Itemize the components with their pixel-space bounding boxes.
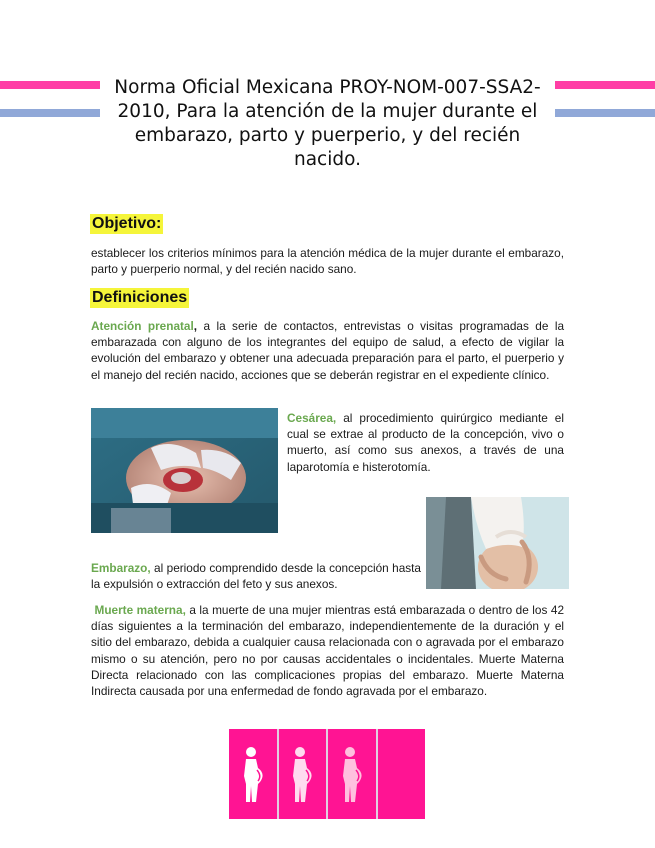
muerte-materna-term: Muerte materna, xyxy=(94,603,186,617)
atencion-prenatal-term: Atención prenatal xyxy=(91,319,194,333)
objetivo-heading: Objetivo: xyxy=(92,215,162,232)
atencion-prenatal-paragraph xyxy=(91,318,564,383)
definiciones-heading: Definiciones xyxy=(92,289,188,306)
cesarea-text: al procedimiento quirúrgico mediante el cual se extrae al producto de la concepción, vivo o muerto, así como sus anexos, a través de una laparotomía e histerotomía. xyxy=(287,411,564,474)
pink-bar-left xyxy=(0,81,100,89)
pregnant-woman-icon xyxy=(328,729,378,819)
atencion-prenatal-text: a la serie de contactos, entrevistas o visitas programadas de la embarazada con alguno de los integrantes del equipo de salud, a efecto de vigilar la evolución del embarazo y obtener una adecuada preparación para el parto, el puerperio y el manejo del recién nacido, acciones que se deberán registrar en el expediente clínico. xyxy=(91,319,565,382)
embarazo-term: Embarazo, xyxy=(91,561,151,575)
pregnant-woman-photo xyxy=(426,497,569,589)
blue-bar-left xyxy=(0,109,100,117)
muerte-materna-text: a la muerte de una mujer mientras está embarazada o dentro de los 42 días siguientes a la terminación del embarazo, independientemente de la duración y el sitio del embarazo, debida a cualquier causa relacionada con o agravada por el embarazo mismo o su atención, pero no por causas accidentales o incidentales. Muerte Materna Directa relacionado con las complicaciones propias del embarazo. Muerte Materna Indirecta causada por una enfermedad de fondo agravada por el embarazo. xyxy=(91,603,565,699)
embarazo-paragraph xyxy=(91,560,421,592)
atencion-prenatal-comma: , xyxy=(193,319,198,333)
document-title: Norma Oficial Mexicana PROY-NOM-007-SSA2-2010, Para la atención de la mujer durante el embarazo, parto y puerperio, y del recién nacido. xyxy=(114,77,541,170)
surgery-photo xyxy=(91,408,278,533)
objetivo-text: establecer los criterios mínimos para la atención médica de la mujer durante el embarazo, parto y puerperio normal, y del recién nacido sano. xyxy=(91,246,564,277)
embarazo-text: al periodo comprendido desde la concepción hasta la expulsión o extracción del feto y sus anexos. xyxy=(91,561,421,592)
pink-bar-right xyxy=(555,81,655,89)
muerte-materna-paragraph xyxy=(91,602,564,699)
pregnancy-icons-strip xyxy=(229,729,425,819)
icon-panel-blank xyxy=(378,729,426,819)
pregnant-woman-icon xyxy=(279,729,329,819)
cesarea-term: Cesárea, xyxy=(287,411,337,425)
cesarea-paragraph xyxy=(287,410,564,475)
blue-bar-right xyxy=(555,109,655,117)
pregnant-woman-icon xyxy=(229,729,279,819)
